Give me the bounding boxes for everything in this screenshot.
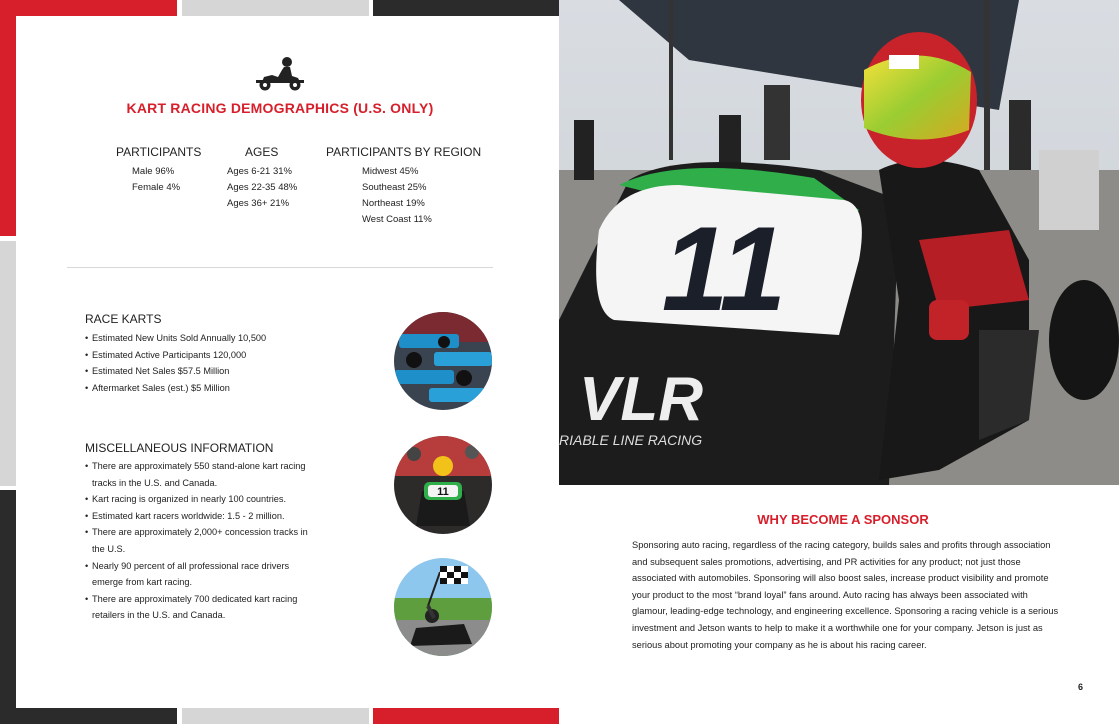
regions-heading: PARTICIPANTS BY REGION — [326, 145, 482, 159]
participants-item: Male 96% — [132, 166, 175, 177]
list-item: • Estimated New Units Sold Annually 10,500 — [85, 330, 365, 347]
sponsor-body: Sponsoring auto racing, regardless of the racing category, builds sales and profits through association and subsequent sales promotions, advertising, and PR activities for any product; not just those associated with automobiles. Sponsoring will also boost sales, increase product visibility and promote your product to the most “brand loyal” fans around. Auto racing has always been associated with glamour, leading-edge technology, and engineering excellence. Sponsoring a racing vehicle is a serious investment and Jetson wants to help to make it a worthwhile one for your company. Jetson is just as serious about promoting your company as he is about his racing career. — [632, 540, 1059, 650]
kart-11-photo — [394, 436, 492, 534]
frame-bar-top-gray — [182, 0, 369, 16]
race-karts-heading: RACE KARTS — [85, 312, 162, 326]
sponsor-title: WHY BECOME A SPONSOR — [757, 512, 929, 527]
section-divider — [67, 267, 493, 268]
ages-item: Ages 36+ 21% — [227, 198, 290, 209]
vlr-tagline: RIABLE LINE RACING — [559, 432, 703, 448]
frame-bar-left-red — [0, 0, 16, 236]
frame-bar-bottom-dark — [0, 708, 177, 724]
frame-bar-bottom-gray — [182, 708, 369, 724]
frame-bar-left-dark — [0, 490, 16, 724]
checkered-flag-photo — [394, 558, 492, 656]
regions-item: Midwest 45% — [362, 166, 419, 177]
frame-bar-bottom-red — [373, 708, 559, 724]
page-number: 6 — [1078, 682, 1084, 692]
frame-bar-top-dark — [373, 0, 559, 16]
misc-list — [85, 458, 317, 624]
list-item: • There are approximately 2,000+ concession tracks in the U.S. — [85, 524, 317, 557]
frame-bar-top-red — [0, 0, 177, 16]
ages-heading: AGES — [245, 145, 279, 159]
list-item: • Kart racing is organized in nearly 100 countries. — [85, 491, 317, 508]
list-item: • There are approximately 700 dedicated kart racing retailers in the U.S. and Canada. — [85, 591, 317, 624]
frame-bar-left-gray — [0, 241, 16, 486]
list-item: • Estimated kart racers worldwide: 1.5 - 2 million. — [85, 508, 317, 525]
regions-item: Northeast 19% — [362, 198, 425, 209]
regions-item: Southeast 25% — [362, 182, 427, 193]
karts-lineup-photo — [394, 312, 492, 410]
participants-heading: PARTICIPANTS — [116, 145, 202, 159]
misc-heading: MISCELLANEOUS INFORMATION — [85, 441, 274, 455]
kart-number-small: 11 — [437, 486, 449, 498]
list-item: • Estimated Active Participants 120,000 — [85, 347, 365, 364]
kart-racer-photo — [559, 0, 1119, 485]
kart-number: 11 — [661, 202, 787, 336]
go-kart-icon — [254, 56, 306, 92]
list-item: • There are approximately 550 stand-alone kart racing tracks in the U.S. and Canada. — [85, 458, 317, 491]
regions-item: West Coast 11% — [362, 214, 432, 225]
list-item: • Estimated Net Sales $57.5 Million — [85, 363, 365, 380]
ages-item: Ages 6-21 31% — [227, 166, 292, 177]
list-item: • Nearly 90 percent of all professional race drivers emerge from kart racing. — [85, 558, 317, 591]
participants-item: Female 4% — [132, 182, 181, 193]
race-karts-list — [85, 330, 365, 396]
list-item: • Aftermarket Sales (est.) $5 Million — [85, 380, 365, 397]
ages-item: Ages 22-35 48% — [227, 182, 298, 193]
vlr-logo: VLR — [579, 365, 703, 434]
demographics-title: KART RACING DEMOGRAPHICS (U.S. ONLY) — [126, 100, 434, 116]
